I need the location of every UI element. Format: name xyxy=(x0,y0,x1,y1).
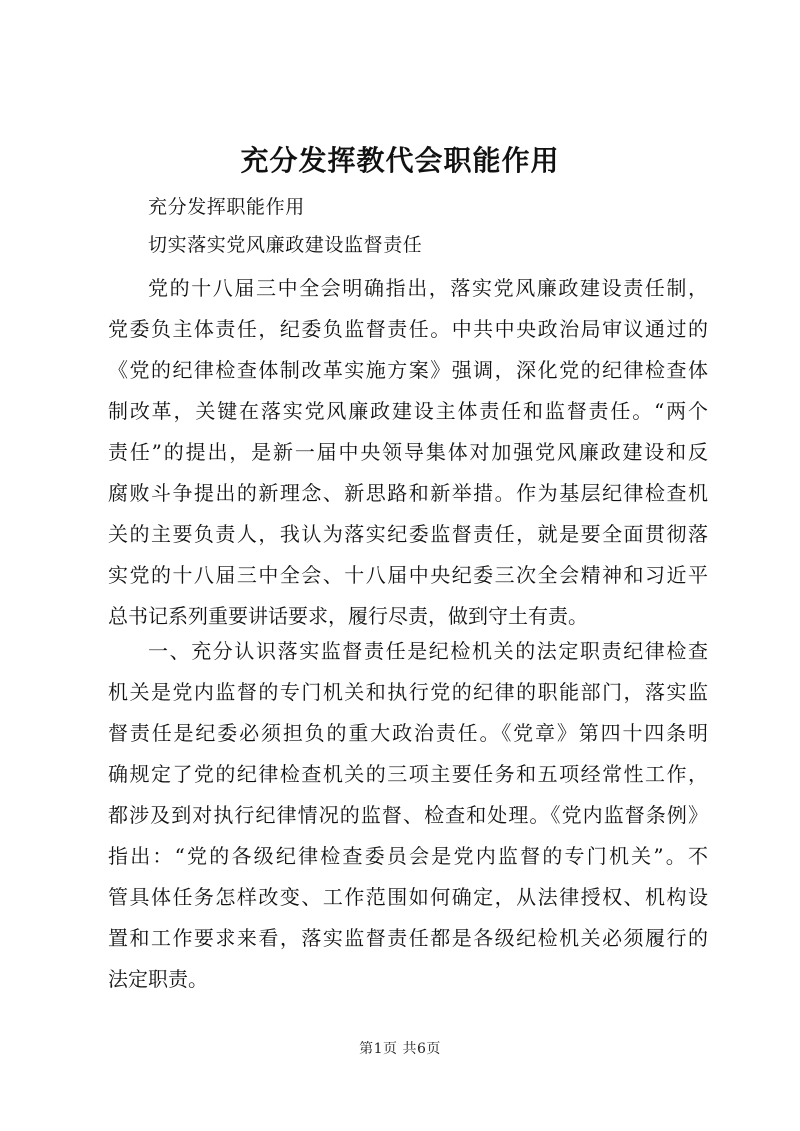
paragraph-line: 置和工作要求来看，落实监督责任都是各级纪检机关必须履行的 xyxy=(108,926,708,950)
paragraph-line: 法定职责。 xyxy=(108,967,208,991)
paragraph-line: 责任”的提出，是新一届中央领导集体对加强党风廉政建设和反 xyxy=(108,440,708,464)
paragraph-line: 党的十八届三中全会明确指出，落实党风廉政建设责任制， xyxy=(148,276,708,300)
paragraph-line: 制改革，关键在落实党风廉政建设主体责任和监督责任。“两个 xyxy=(108,399,708,423)
paragraph-line: 都涉及到对执行纪律情况的监督、检查和处理。《党内监督条例》 xyxy=(108,803,708,827)
paragraph-line: 实党的十八届三中全会、十八届中央纪委三次全会精神和习近平 xyxy=(108,563,708,587)
paragraph-line: 一、充分认识落实监督责任是纪检机关的法定职责纪律检查 xyxy=(148,639,708,663)
paragraph-line: 《党的纪律检查体制改革实施方案》强调，深化党的纪律检查体 xyxy=(108,358,708,382)
paragraph-line: 党委负主体责任，纪委负监督责任。中共中央政治局审议通过的 xyxy=(108,317,708,341)
paragraph-line: 确规定了党的纪律检查机关的三项主要任务和五项经常性工作， xyxy=(108,762,708,786)
page-number-footer: 第1页 共6页 xyxy=(359,1041,441,1057)
subtitle-1: 充分发挥职能作用 xyxy=(148,196,305,218)
paragraph-line: 总书记系列重要讲话要求，履行尽责，做到守土有责。 xyxy=(108,604,588,628)
paragraph-line: 管具体任务怎样改变、工作范围如何确定，从法律授权、机构设 xyxy=(108,885,708,909)
paragraph-2 xyxy=(108,631,708,1000)
paragraph-1 xyxy=(108,268,708,637)
subtitle-2: 切实落实党风廉政建设监督责任 xyxy=(148,234,423,256)
paragraph-line: 指出：“党的各级纪律检查委员会是党内监督的专门机关”。不 xyxy=(108,844,708,868)
paragraph-line: 机关是党内监督的专门机关和执行党的纪律的职能部门，落实监 xyxy=(108,680,708,704)
paragraph-line: 关的主要负责人，我认为落实纪委监督责任，就是要全面贯彻落 xyxy=(108,522,708,546)
paragraph-line: 督责任是纪委必须担负的重大政治责任。《党章》第四十四条明 xyxy=(108,721,708,745)
document-title: 充分发挥教代会职能作用 xyxy=(240,144,560,177)
paragraph-line: 腐败斗争提出的新理念、新思路和新举措。作为基层纪律检查机 xyxy=(108,481,708,505)
